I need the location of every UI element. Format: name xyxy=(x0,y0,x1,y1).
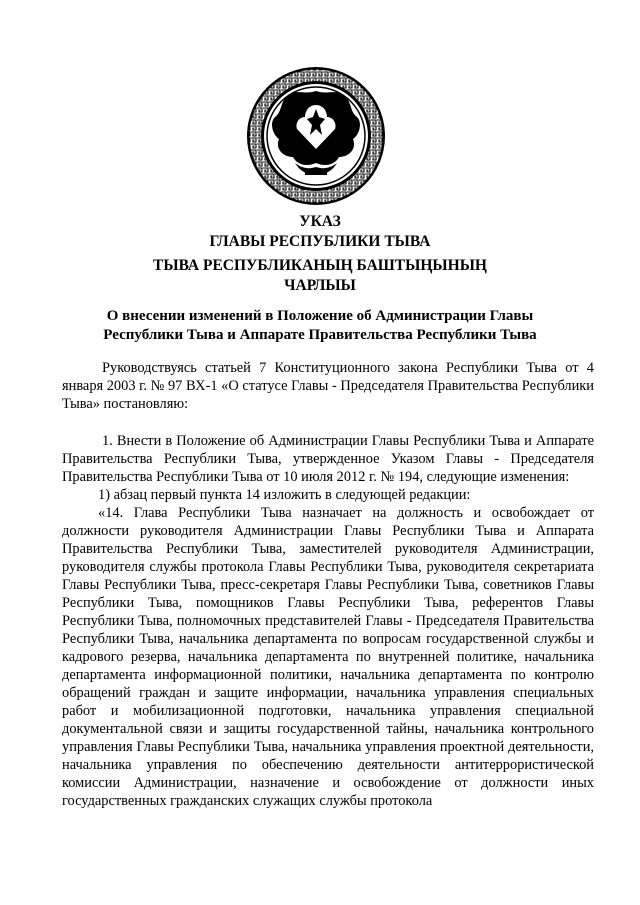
decree-title-tuvan xyxy=(0,256,640,296)
tuvan-line-1: ТЫВА РЕСПУБЛИКАНЫҢ БАШТЫҢЫНЫҢ xyxy=(153,257,487,274)
title-line-1: УКАЗ xyxy=(299,213,341,230)
coat-of-arms-emblem xyxy=(245,65,387,207)
paragraph-1: 1. Внести в Положение об Администрации Главы Республики Тыва и Аппарате Правительства Республики Тыва, утвержденное Указом Главы - Председателя Правительства Республики Тыва от 10 июля 2012 г. № 194, следующие изменения: xyxy=(62,433,594,485)
decree-title xyxy=(0,212,640,252)
preamble-block xyxy=(62,359,594,413)
amendments-block xyxy=(62,432,594,810)
paragraph-3: «14. Глава Республики Тыва назначает на должность и освобождает от должности руководителя Администрации Главы Республики Тыва и Аппарата Правительства Республики Тыва, заместителей руководителя Администрации, руководителя службы протокола Главы Республики Тыва, руководителя секретариата Главы Республики Тыва, пресс-секретаря Главы Республики Тыва, советников Главы Республики Тыва, помощников Главы Республики Тыва, референтов Главы Республики Тыва, полномочных представителей Главы - Председателя Правительства Республики Тыва, начальника департамента по вопросам государственной службы и кадрового резерва, начальника департамента по внутренней политике, начальника департамента информационной политики, начальника департамента по контролю обращений граждан и защите информации, начальника управления специальных работ и мобилизационной подготовки, начальника управления специальной документальной связи и защиты государственной тайны, начальника контрольного управления Главы Республики Тыва, начальника управления проектной деятельности, начальника управления по обеспечению деятельности антитеррористической комиссии Администрации, назначение и освобождение от должности иных государственных гражданских служащих службы протокола xyxy=(62,505,594,809)
subject-line-2: Республики Тыва и Аппарате Правительства Республики Тыва xyxy=(103,327,537,343)
paragraph-2: 1) абзац первый пункта 14 изложить в следующей редакции: xyxy=(98,487,471,503)
tuvan-line-2: ЧАРЛЫЫ xyxy=(284,277,356,294)
preamble-paragraph: Руководствуясь статьей 7 Конституционного закона Республики Тыва от 4 января 2003 г. № 97 ВХ-1 «О статусе Главы - Председателя Правительства Республики Тыва» постановляю: xyxy=(62,360,594,412)
decree-subject xyxy=(0,307,640,345)
title-line-2: ГЛАВЫ РЕСПУБЛИКИ ТЫВА xyxy=(209,233,431,250)
subject-line-1: О внесении изменений в Положение об Администрации Главы xyxy=(106,308,534,324)
